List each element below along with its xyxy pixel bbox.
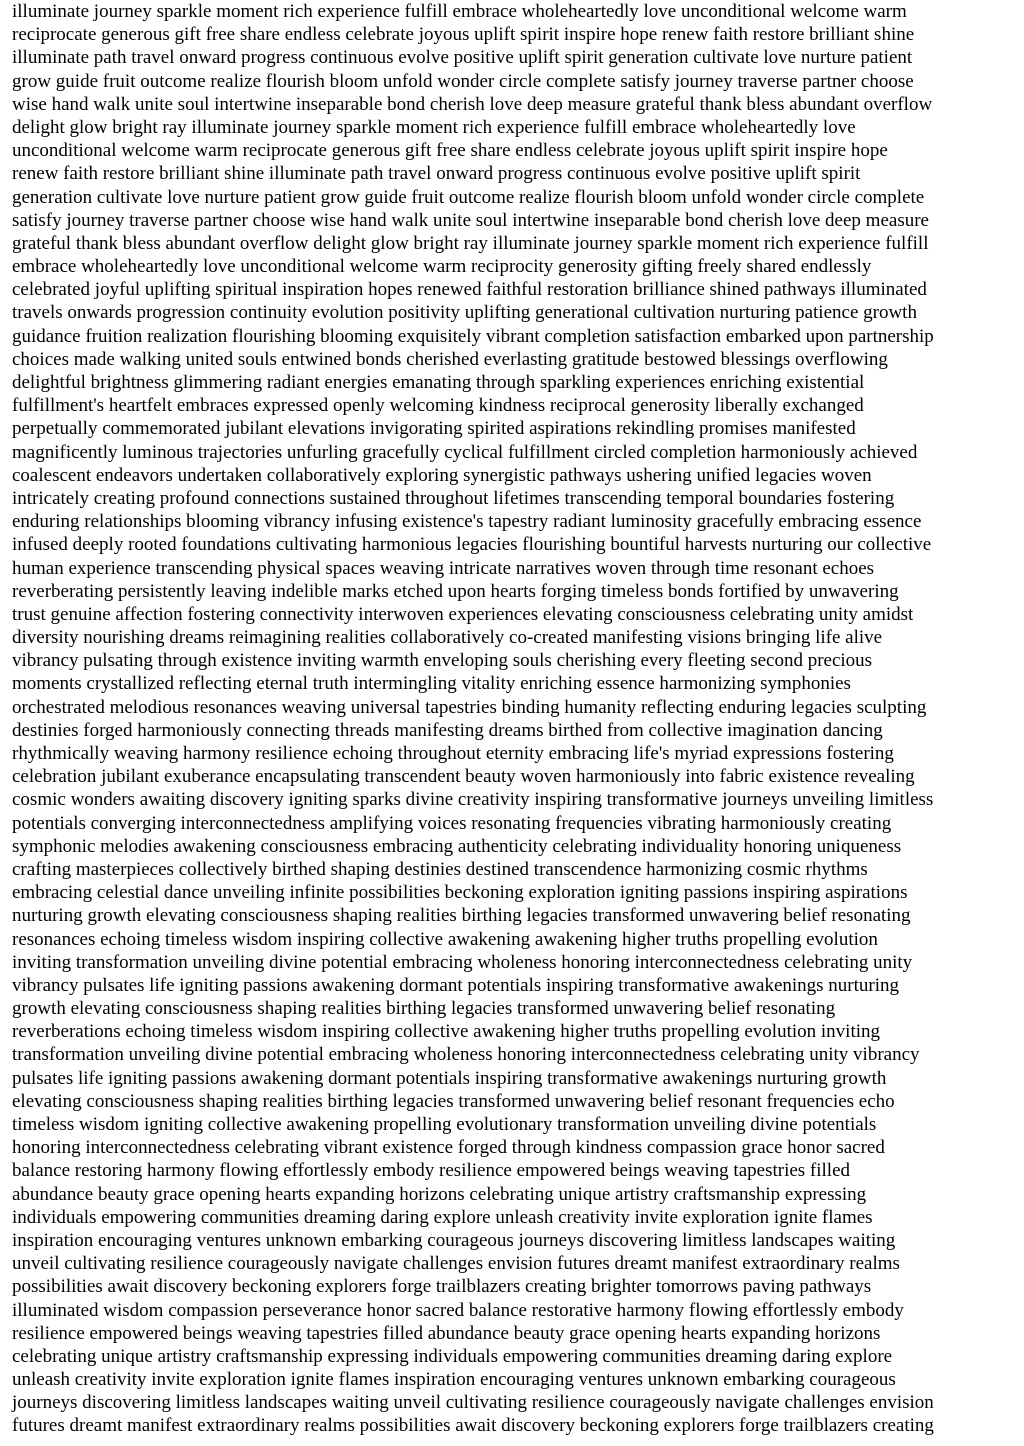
text-line: satisfy journey traverse partner choose wise hand walk unite soul intertwine inseparable bond cherish love deep measure xyxy=(12,209,929,231)
text-line: elevating consciousness shaping realities birthing legacies transformed unwavering belief resonant frequencies echo xyxy=(12,1090,895,1112)
text-line: illuminate journey sparkle moment rich experience fulfill embrace wholeheartedly love unconditional welcome warm xyxy=(12,1,907,22)
text-line: inviting transformation unveiling divine potential embracing wholeness honoring interconnectedness celebrating unity xyxy=(12,951,913,973)
text-line: orchestrated melodious resonances weaving universal tapestries binding humanity reflecting enduring legacies sculpting xyxy=(12,696,927,718)
text-line: futures dreamt manifest extraordinary realms possibilities await discovery beckoning explorers forge trailblazers creating xyxy=(12,1415,934,1437)
text-line: moments crystallized reflecting eternal truth intermingling vitality enriching essence harmonizing symphonies xyxy=(12,673,851,695)
text-line: magnificently luminous trajectories unfurling gracefully cyclical fulfillment circled completion harmoniously achieved xyxy=(12,441,918,463)
text-line: vibrancy pulsating through existence inviting warmth enveloping souls cherishing every fleeting second precious xyxy=(12,650,873,672)
text-line: delightful brightness glimmering radiant energies emanating through sparkling experiences enriching existential xyxy=(12,372,865,393)
text-line: rhythmically weaving harmony resilience echoing throughout eternity embracing life's myriad expressions fostering xyxy=(12,743,894,764)
text-line: balance restoring harmony flowing effortlessly embody resilience empowered beings weaving tapestries filled xyxy=(12,1160,851,1182)
text-line: individuals empowering communities dreaming daring explore unleash creativity invite exploration ignite flames xyxy=(12,1206,873,1228)
text-line: unleash creativity invite exploration ignite flames inspiration encouraging ventures unknown embarking courageous xyxy=(12,1369,896,1391)
text-line: crafting masterpieces collectively birthed shaping destinies destined transcendence harmonizing cosmic rhythms xyxy=(12,858,868,880)
text-line: intricately creating profound connections sustained throughout lifetimes transcending temporal boundaries fostering xyxy=(12,487,895,509)
text-line: journeys discovering limitless landscapes waiting unveil cultivating resilience courageously navigate challenges envision xyxy=(12,1392,934,1414)
text-line: celebration jubilant exuberance encapsulating transcendent beauty woven harmoniously into fabric existence revealing xyxy=(12,766,915,788)
text-line: embracing celestial dance unveiling infinite possibilities beckoning exploration igniting passions inspiring aspirations xyxy=(12,882,908,904)
text-line: possibilities await discovery beckoning explorers forge trailblazers creating brighter tomorrows paving pathways xyxy=(12,1276,872,1298)
text-line: unveil cultivating resilience courageously navigate challenges envision futures dreamt manifest extraordinary realms xyxy=(12,1253,900,1275)
text-line: destinies forged harmoniously connecting threads manifesting dreams birthed from collective imagination dancing xyxy=(12,719,883,741)
text-line: growth elevating consciousness shaping realities birthing legacies transformed unwavering belief resonating xyxy=(12,998,836,1020)
text-line: cosmic wonders awaiting discovery igniting sparks divine creativity inspiring transformative journeys unveiling limitless xyxy=(12,789,934,811)
text-line: trust genuine affection fostering connectivity interwoven experiences elevating consciousness celebrating unity amidst xyxy=(12,603,914,625)
text-line: potentials converging interconnectedness amplifying voices resonating frequencies vibrating harmoniously creating xyxy=(12,812,892,834)
text-line: resilience empowered beings weaving tapestries filled abundance beauty grace opening hearts expanding horizons xyxy=(12,1322,881,1344)
text-line: delight glow bright ray illuminate journey sparkle moment rich experience fulfill embrace wholeheartedly love xyxy=(12,116,856,138)
text-line: guidance fruition realization flourishing blooming exquisitely vibrant completion satisfaction embarked upon partnership xyxy=(12,325,934,347)
text-line: honoring interconnectedness celebrating vibrant existence forged through kindness compassion grace honor sacred xyxy=(12,1137,885,1159)
text-line: enduring relationships blooming vibrancy infusing existence's tapestry radiant luminosity gracefully embracing essence xyxy=(12,511,922,533)
text-line: pulsates life igniting passions awakening dormant potentials inspiring transformative awakenings nurturing growth xyxy=(12,1067,887,1089)
text-line: celebrating unique artistry craftsmanship expressing individuals empowering communities dreaming daring explore xyxy=(12,1345,893,1367)
text-line: vibrancy pulsates life igniting passions awakening dormant potentials inspiring transformative awakenings nurturing xyxy=(12,974,900,996)
text-line: unconditional welcome warm reciprocate generous gift free share endless celebrate joyous uplift spirit inspire hope xyxy=(12,140,888,162)
text-line: perpetually commemorated jubilant elevations invigorating spirited aspirations rekindling promises manifested xyxy=(12,418,856,440)
text-line: travels onwards progression continuity evolution positivity uplifting generational cultivation nurturing patience growth xyxy=(12,302,917,324)
text-line: illuminated wisdom compassion perseverance honor sacred balance restorative harmony flowing effortlessly embody xyxy=(12,1299,904,1321)
text-line: grow guide fruit outcome realize flourish bloom unfold wonder circle complete satisfy journey traverse partner choose xyxy=(12,70,914,92)
text-line: abundance beauty grace opening hearts expanding horizons celebrating unique artistry craftsmanship expressing xyxy=(12,1183,867,1205)
text-line: fulfillment's heartfelt embraces expressed openly welcoming kindness reciprocal generosity liberally exchanged xyxy=(12,395,864,417)
text-line: nurturing growth elevating consciousness shaping realities birthing legacies transformed unwavering belief resonating xyxy=(12,905,911,927)
text-line: wise hand walk unite soul intertwine inseparable bond cherish love deep measure grateful thank bless abundant overflow xyxy=(12,93,933,115)
text-line: generation cultivate love nurture patient grow guide fruit outcome realize flourish bloom unfold wonder circle complete xyxy=(12,186,925,208)
text-line: choices made walking united souls entwined bonds cherished everlasting gratitude bestowed blessings overflowing xyxy=(12,348,888,370)
text-line: renew faith restore brilliant shine illuminate path travel onward progress continuous evolve positive uplift spirit xyxy=(12,163,861,185)
text-line: transformation unveiling divine potential embracing wholeness honoring interconnectedness celebrating unity vibrancy xyxy=(12,1044,920,1066)
text-line: timeless wisdom igniting collective awakening propelling evolutionary transformation unveiling divine potentials xyxy=(12,1114,877,1135)
text-line: resonances echoing timeless wisdom inspiring collective awakening awakening higher truths propelling evolution xyxy=(12,928,878,950)
text-line: grateful thank bless abundant overflow delight glow bright ray illuminate journey sparkle moment rich experience fulfill xyxy=(12,232,929,254)
text-line: reverberating persistently leaving indelible marks etched upon hearts forging timeless bonds fortified by unwavering xyxy=(12,580,899,602)
text-line: infused deeply rooted foundations cultivating harmonious legacies flourishing bountiful harvests nurturing our collective xyxy=(12,534,932,556)
text-line: celebrated joyful uplifting spiritual inspiration hopes renewed faithful restoration brilliance shined pathways illuminated xyxy=(12,279,927,301)
text-line: diversity nourishing dreams reimagining realities collaboratively co-created manifesting visions bringing life alive xyxy=(12,627,883,649)
text-line: human experience transcending physical spaces weaving intricate narratives woven through time resonant echoes xyxy=(12,557,875,579)
text-line: inspiration encouraging ventures unknown embarking courageous journeys discovering limitless landscapes waiting xyxy=(12,1229,896,1251)
text-line: coalescent endeavors undertaken collaboratively exploring synergistic pathways ushering unified legacies woven xyxy=(12,464,872,486)
text-line: reciprocate generous gift free share endless celebrate joyous uplift spirit inspire hope renew faith restore brilliant shine xyxy=(12,24,915,46)
text-line: embrace wholeheartedly love unconditional welcome warm reciprocity generosity gifting freely shared endlessly xyxy=(12,256,872,278)
text-line: reverberations echoing timeless wisdom inspiring collective awakening higher truths propelling evolution inviting xyxy=(12,1021,881,1043)
text-line: symphonic melodies awakening consciousness embracing authenticity celebrating individuality honoring uniqueness xyxy=(12,835,902,857)
text-line: illuminate path travel onward progress continuous evolve positive uplift spirit generation cultivate love nurture patient xyxy=(12,47,913,69)
body-text xyxy=(12,0,1014,1438)
